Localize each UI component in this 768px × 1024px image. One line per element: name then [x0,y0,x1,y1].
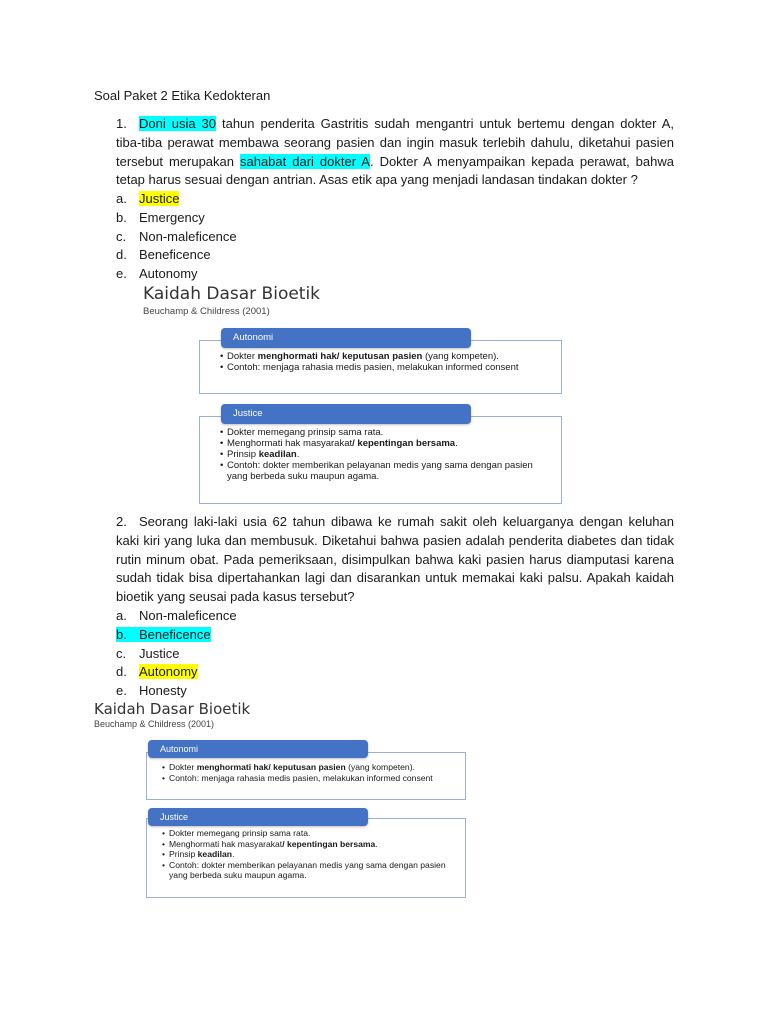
autonomi-tab: Autonomi [148,740,368,758]
option-a: a. Justice [116,191,180,206]
bullet: • Prinsip keadilan. [227,449,553,460]
option-d: d. Beneficence [116,247,211,263]
option-label: Autonomy [139,664,198,680]
option-label: Beneficence [139,626,211,642]
justice-box [146,818,466,898]
bullet: • Contoh: menjaga rahasia medis pasien, melakukan informed consent [227,362,553,373]
question-number: 1. [116,116,127,131]
bullet: • Menghormati hak masyarakat/ kepentingan bersama. [169,839,457,850]
option-d: d. Autonomy [116,664,198,680]
autonomi-box [199,340,562,394]
option-b: b. Emergency [116,209,205,225]
bioethics-figure [143,284,563,506]
question-number: 2. [116,514,127,529]
option-label: Honesty [139,683,187,699]
question-text: Seorang laki-laki usia 62 tahun dibawa ke rumah sakit oleh keluarganya dengan keluhan kaki kiri yang luka dan membusuk. Diketahui bahwa pasien adalah penderita diabetes dan tidak rutin minum obat. Pada pemeriksaan, disimpulkan bahwa kaki pasien harus diamputasi karena sudah tidak bisa dipertahankan lagi dan disarankan untuk memakai kaki palsu. Apakah kaidah bioetik yang seusai pada kasus tersebut? [116,514,674,605]
bullet: • Dokter menghormati hak/ keputusan pasien (yang kompeten). [227,351,553,362]
option-e: e. Autonomy [116,266,198,282]
figure-subtitle: Beuchamp & Childress (2001) [143,306,270,317]
highlight-text: Doni usia 30 [139,116,216,131]
option-c: c. Justice [116,645,180,661]
document-title: Soal Paket 2 Etika Kedokteran [94,88,271,103]
option-label: Non-maleficence [139,608,237,623]
justice-tab: Justice [221,404,471,424]
option-label: Non-maleficence [139,228,237,244]
option-label: Justice [139,191,180,206]
bullet: • Contoh: dokter memberikan pelayanan medis yang sama dengan pasien yang berbeda suku maupun agama. [169,860,457,881]
question-1 [116,115,674,190]
question-2-options [116,607,237,701]
bullet: • Menghormati hak masyarakat/ kepentingan bersama. [227,438,553,449]
justice-box [199,416,562,504]
option-a: a. Non-maleficence [116,608,237,623]
autonomi-box [146,752,466,800]
question-1-options [116,190,237,284]
option-label: Autonomy [139,266,198,282]
question-text: . Dokter A menyampaikan kepada perawat, bahwa tetap harus sesuai dengan antrian. Asas etik apa yang menjadi landasan tindakan dokter ? [116,153,674,188]
option-label: Justice [139,645,180,661]
highlight-text: sahabat dari dokter A [239,153,370,169]
figure-title: Kaidah Dasar Bioetik [143,284,321,304]
justice-tab: Justice [148,808,368,826]
option-e: e. Honesty [116,683,187,699]
autonomi-tab: Autonomi [221,328,471,348]
question-text: tahun penderita Gastritis sudah mengantri untuk bertemu dengan dokter A, tiba-tiba perawat membawa seorang pasien dan ingin masuk terlebih dahulu, diketahui pasien tersebut merupakan [116,116,674,169]
question-2 [116,513,674,607]
bullet: • Dokter menghormati hak/ keputusan pasien (yang kompeten). [169,762,457,773]
bioethics-figure [94,700,469,902]
bullet: • Prinsip keadilan. [169,849,457,860]
bullet: • Contoh: dokter memberikan pelayanan medis yang sama dengan pasien yang berbeda suku maupun agama. [227,460,553,482]
option-c: c. Non-maleficence [116,228,237,244]
bullet: • Dokter memegang prinsip sama rata. [169,828,457,839]
figure-title: Kaidah Dasar Bioetik [94,700,251,718]
option-label: Beneficence [139,247,211,263]
bullet: • Contoh: menjaga rahasia medis pasien, melakukan informed consent [169,773,457,784]
bullet: • Dokter memegang prinsip sama rata. [227,427,553,438]
option-b: b. Beneficence [116,626,211,642]
option-label: Emergency [139,209,205,225]
figure-subtitle: Beuchamp & Childress (2001) [94,719,215,729]
